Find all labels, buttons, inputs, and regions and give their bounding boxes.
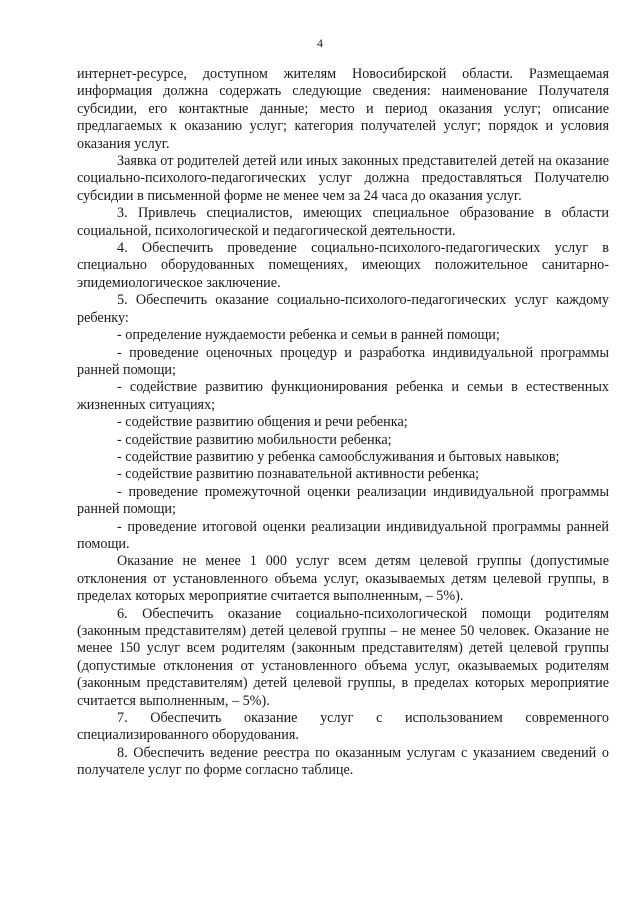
list-item: - содействие развитию мобильности ребенка; — [117, 431, 392, 448]
paragraph-item-4: 4. Обеспечить проведение социально-психолого-педагогических услуг в специально оборудованных помещениях, имеющих положительное санитарно-эпидемиологическое заключение. — [77, 240, 609, 291]
paragraph-item-8: 8. Обеспечить ведение реестра по оказанным услугам с указанием сведений о получателе услуг по форме согласно таблице. — [77, 744, 609, 779]
document-body — [77, 66, 609, 780]
list-item: - содействие развитию познавательной активности ребенка; — [117, 466, 480, 483]
paragraph-item-7: 7. Обеспечить оказание услуг с использованием современного специализированного оборудования. — [77, 710, 609, 744]
paragraph-item-6: 6. Обеспечить оказание социально-психологической помощи родителям (законным представителям) детей целевой группы – не менее 50 человек. Оказание не менее 150 услуг всем родителям (законным представителям) детей целевой группы (допустимые отклонения от установленного объема услуг, оказываемых родителям (законным представителям) детей целевой группы, в пределах которых мероприятие считается выполненным, – 5%). — [77, 605, 609, 709]
list-item: - определение нуждаемости ребенка и семьи в ранней помощи; — [117, 327, 500, 344]
paragraph-application: Заявка от родителей детей или иных законных представителей детей на оказание социально-психолого-педагогических услуг должна предоставляться Получателю субсидии в письменной форме не менее чем за 24 часа до оказания услуг. — [77, 153, 609, 204]
list-item: - проведение промежуточной оценки реализации индивидуальной программы ранней помощи; — [77, 483, 609, 518]
list-item: - содействие развитию функционирования ребенка и семьи в естественных жизненных ситуациях; — [77, 379, 609, 413]
paragraph-item-5: 5. Обеспечить оказание социально-психолого-педагогических услуг каждому ребенку: — [77, 292, 609, 326]
list-item: - проведение оценочных процедур и разработка индивидуальной программы ранней помощи; — [77, 344, 609, 378]
paragraph-item-3: 3. Привлечь специалистов, имеющих специальное образование в области социальной, психологической и педагогической деятельности. — [77, 205, 609, 239]
list-item: - проведение итоговой оценки реализации индивидуальной программы ранней помощи. — [77, 518, 609, 552]
list-item: - содействие развитию у ребенка самообслуживания и бытовых навыков; — [117, 448, 560, 465]
paragraph-intro-continuation: интернет-ресурсе, доступном жителям Новосибирской области. Размещаемая информация должна содержать следующие сведения: наименование Получателя субсидии, его контактные данные; место и период оказания услуг; описание предлагаемых к оказанию услуг; категория получателей услуг; порядок и условия оказания услуг. — [77, 66, 609, 152]
list-item: - содействие развитию общения и речи ребенка; — [117, 414, 408, 431]
page-number: 4 — [317, 36, 323, 50]
paragraph-services-volume: Оказание не менее 1 000 услуг всем детям целевой группы (допустимые отклонения от установленного объема услуг, оказываемых детям целевой группы, в пределах которых мероприятие считается выполненным, – 5%). — [77, 553, 609, 605]
